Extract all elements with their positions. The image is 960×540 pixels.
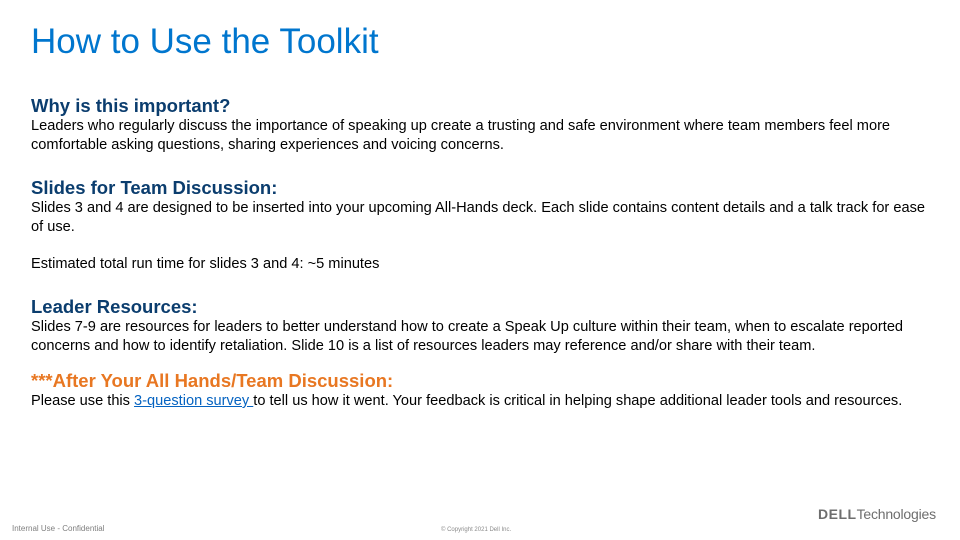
survey-text-after: to tell us how it went. Your feedback is critical in helping shape additional leader tools and resources. <box>253 393 903 409</box>
section-team-discussion <box>31 177 926 274</box>
copyright-notice: © Copyright 2021 Dell Inc. <box>441 527 512 533</box>
section-paragraph: Slides 7-9 are resources for leaders to better understand how to create a Speak Up culture within their team, when to escalate reported concerns and how to identify retaliation. Slide 10 is a list of resources leaders may reference and/or share with their team. <box>31 319 904 354</box>
run-time-note: Estimated total run time for slides 3 and 4: ~5 minutes <box>31 256 380 272</box>
section-paragraph: Leaders who regularly discuss the importance of speaking up create a trusting and safe environment where team members feel more comfortable asking questions, sharing experiences and voicing concerns. <box>31 118 891 153</box>
page-title: How to Use the Toolkit <box>31 22 379 61</box>
section-after-discussion <box>31 370 926 411</box>
logo-tech-text: Technologies <box>856 506 936 522</box>
classification-label: Internal Use - Confidential <box>12 524 105 533</box>
content-body <box>31 95 926 411</box>
section-heading: Leader Resources: <box>31 296 198 317</box>
section-paragraph <box>31 392 926 411</box>
section-paragraph: Slides 3 and 4 are designed to be inserted into your upcoming All-Hands deck. Each slide contains content details and a talk track for ease of use. <box>31 200 925 235</box>
survey-link[interactable]: 3-question survey <box>134 393 254 409</box>
section-why-important <box>31 95 926 155</box>
survey-text-before: Please use this <box>31 393 135 409</box>
section-heading: Slides for Team Discussion: <box>31 177 278 198</box>
dell-technologies-logo <box>818 506 936 522</box>
section-heading: ***After Your All Hands/Team Discussion: <box>31 370 394 391</box>
section-heading: Why is this important? <box>31 95 231 116</box>
logo-dell-text: DELL <box>818 506 857 522</box>
section-leader-resources <box>31 296 926 356</box>
